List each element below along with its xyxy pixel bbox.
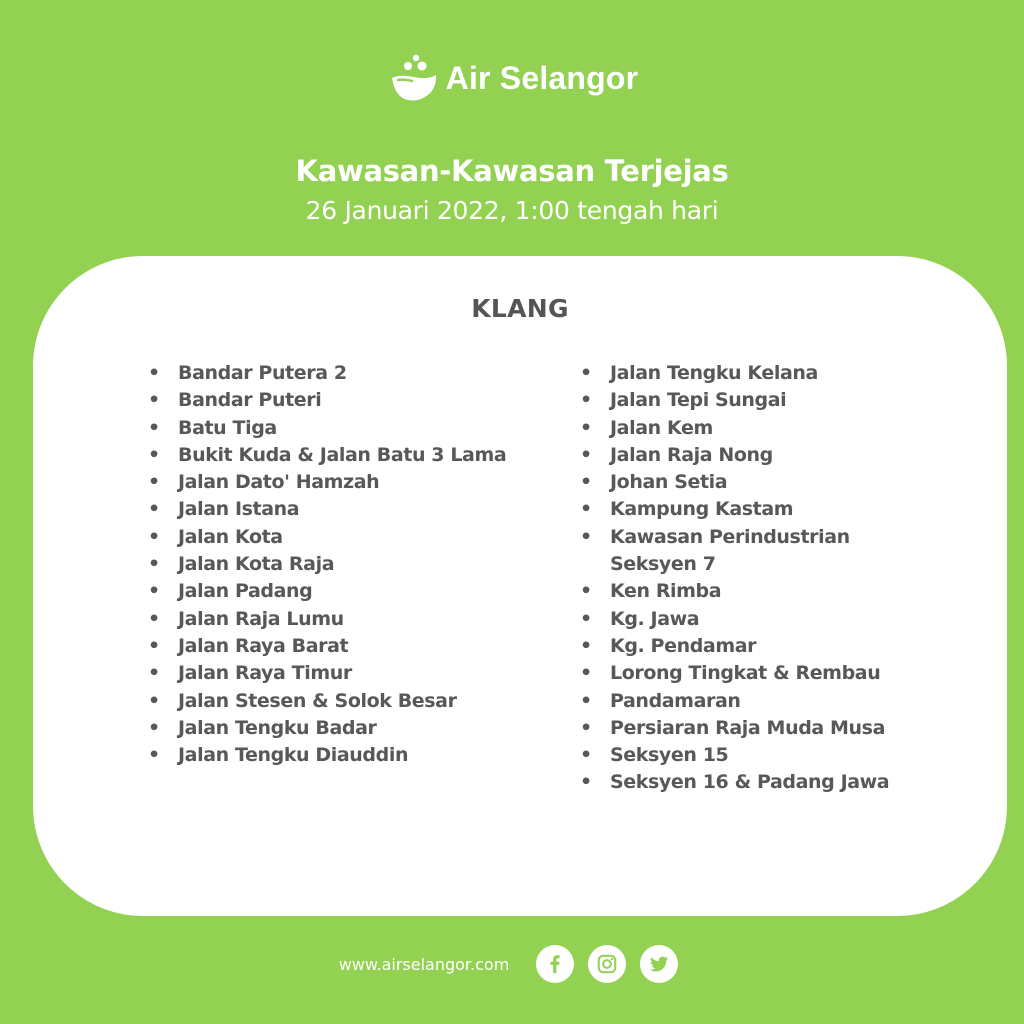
area-list-item: • Jalan Kem [580,415,990,442]
area-list-item: • Kawasan Perindustrian [580,524,990,551]
area-list-item: • Jalan Kota Raja [148,551,568,578]
area-list-item: • Jalan Stesen & Solok Besar [148,688,568,715]
twitter-icon [648,953,670,975]
region-heading: KLANG [471,294,569,323]
area-list-item: • Jalan Raja Nong [580,442,990,469]
area-list-item: • Jalan Tengku Kelana [580,360,990,387]
area-list-item: • Kampung Kastam [580,496,990,523]
water-droplet-bowl-icon [386,50,442,106]
area-list-item: • Persiaran Raja Muda Musa [580,715,990,742]
facebook-icon [544,953,566,975]
area-list-item: • Bandar Puteri [148,387,568,414]
area-list-item: • Kg. Jawa [580,606,990,633]
area-list-item: • Pandamaran [580,688,990,715]
twitter-button[interactable] [640,945,678,983]
page-title: Kawasan-Kawasan Terjejas [295,154,729,188]
area-list-item: • Jalan Kota [148,524,568,551]
area-list-item: • Jalan Raya Barat [148,633,568,660]
area-list-item: • Jalan Padang [148,578,568,605]
instagram-icon [596,953,618,975]
area-list-item: • Jalan Tengku Diauddin [148,742,568,769]
area-list-item: • Jalan Istana [148,496,568,523]
page-subtitle-datetime: 26 Januari 2022, 1:00 tengah hari [305,196,719,225]
area-list-item: • Bukit Kuda & Jalan Batu 3 Lama [148,442,568,469]
brand-name: Air Selangor [445,59,639,96]
area-list-item: • Jalan Raja Lumu [148,606,568,633]
area-list-item: • Ken Rimba [580,578,990,605]
area-list-item: • Lorong Tingkat & Rembau [580,660,990,687]
area-list-item: • Batu Tiga [148,415,568,442]
instagram-button[interactable] [588,945,626,983]
area-list-item: • Kg. Pendamar [580,633,990,660]
facebook-button[interactable] [536,945,574,983]
area-list-item: • Seksyen 16 & Padang Jawa [580,769,990,796]
website-link[interactable]: www.airselangor.com [338,954,510,974]
area-list-right [580,360,990,797]
area-list-item: Seksyen 7 [610,553,716,576]
area-list-item: • Jalan Tengku Badar [148,715,568,742]
area-list-left [148,360,568,769]
area-list-item: • Johan Setia [580,469,990,496]
area-list-item: • Jalan Dato' Hamzah [148,469,568,496]
area-list-item: • Jalan Tepi Sungai [580,387,990,414]
footer [0,942,1024,986]
area-list-item: • Bandar Putera 2 [148,360,568,387]
area-list-item: • Jalan Raya Timur [148,660,568,687]
affected-areas-card [33,256,1007,916]
brand-logo [0,50,1024,106]
area-list-item: • Seksyen 15 [580,742,990,769]
